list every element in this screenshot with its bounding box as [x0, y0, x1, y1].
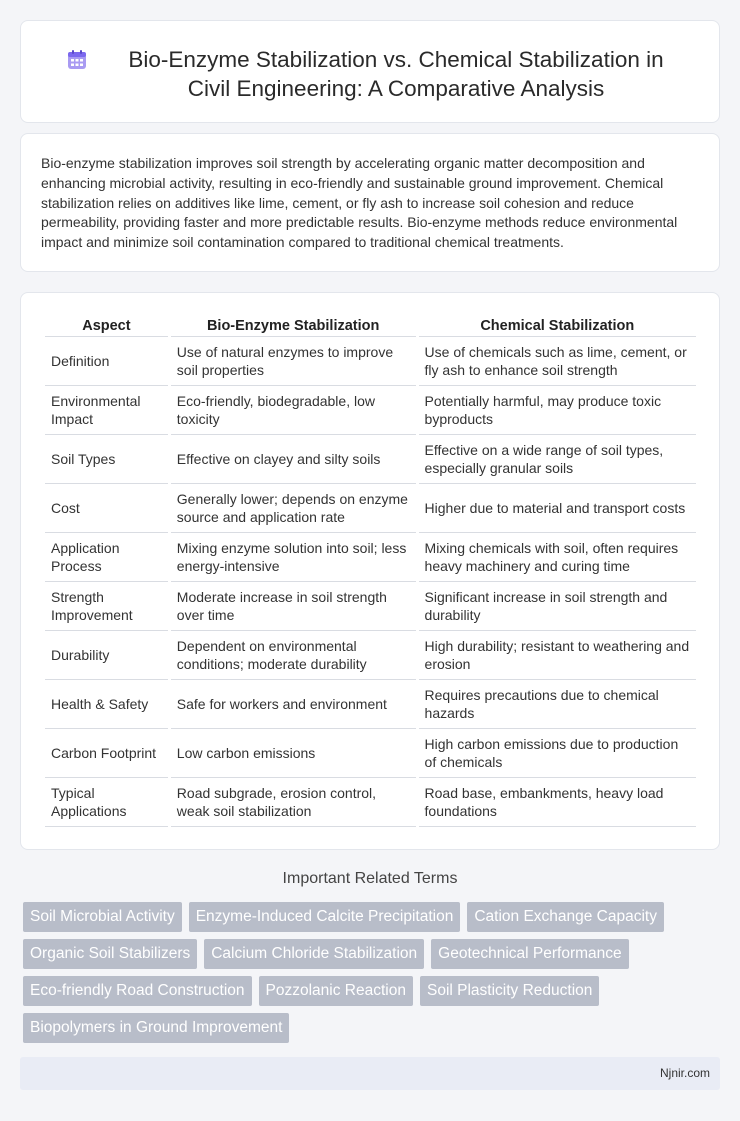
cell-chemical: Effective on a wide range of soil types, especially granular soils	[419, 435, 696, 484]
related-term-tag[interactable]: Cation Exchange Capacity	[467, 902, 664, 932]
cell-aspect: Application Process	[45, 533, 168, 582]
calendar-icon	[66, 49, 88, 71]
table-header-row	[45, 315, 696, 337]
related-term-tag[interactable]: Eco-friendly Road Construction	[23, 976, 252, 1006]
cell-bio-enzyme: Use of natural enzymes to improve soil properties	[171, 337, 416, 386]
comparison-card	[20, 292, 720, 850]
table-row	[45, 631, 696, 680]
related-term-tag[interactable]: Geotechnical Performance	[431, 939, 629, 969]
footer-site-link[interactable]: Njnir.com	[659, 1066, 710, 1080]
related-term-tag[interactable]: Soil Microbial Activity	[23, 902, 182, 932]
cell-chemical: Significant increase in soil strength and durability	[419, 582, 696, 631]
cell-aspect: Durability	[45, 631, 168, 680]
cell-aspect: Carbon Footprint	[45, 729, 168, 778]
cell-bio-enzyme: Eco-friendly, biodegradable, low toxicity	[171, 386, 416, 435]
cell-chemical: High carbon emissions due to production of chemicals	[419, 729, 696, 778]
table-row	[45, 778, 696, 827]
related-terms-list	[23, 902, 703, 1050]
cell-bio-enzyme: Mixing enzyme solution into soil; less energy-intensive	[171, 533, 416, 582]
related-term-tag[interactable]: Soil Plasticity Reduction	[420, 976, 599, 1006]
related-terms-title: Important Related Terms	[282, 870, 458, 887]
cell-aspect: Health & Safety	[45, 680, 168, 729]
intro-paragraph: Bio-enzyme stabilization improves soil strength by accelerating organic matter decomposition and enhancing microbial activity, resulting in eco-friendly and sustainable ground improvement. Chemical stabilization relies on additives like lime, cement, or fly ash to increase soil cohesion and reduce permeability, providing faster and more predictable results. Bio-enzyme methods reduce environmental impact and minimize soil contamination compared to traditional chemical treatments.	[41, 155, 678, 251]
cell-aspect: Strength Improvement	[45, 582, 168, 631]
cell-bio-enzyme: Moderate increase in soil strength over time	[171, 582, 416, 631]
header-bio-enzyme: Bio-Enzyme Stabilization	[171, 315, 416, 337]
footer	[20, 1057, 720, 1090]
cell-chemical: Mixing chemicals with soil, often requires heavy machinery and curing time	[419, 533, 696, 582]
cell-bio-enzyme: Effective on clayey and silty soils	[171, 435, 416, 484]
related-term-tag[interactable]: Enzyme-Induced Calcite Precipitation	[189, 902, 461, 932]
cell-chemical: Use of chemicals such as lime, cement, or fly ash to enhance soil strength	[419, 337, 696, 386]
table-row	[45, 582, 696, 631]
cell-bio-enzyme: Generally lower; depends on enzyme source and application rate	[171, 484, 416, 533]
related-term-tag[interactable]: Biopolymers in Ground Improvement	[23, 1013, 289, 1043]
cell-aspect: Soil Types	[45, 435, 168, 484]
comparison-table	[42, 315, 699, 827]
title-card	[20, 20, 720, 123]
cell-chemical: Requires precautions due to chemical hazards	[419, 680, 696, 729]
cell-chemical: Road base, embankments, heavy load foundations	[419, 778, 696, 827]
cell-aspect: Typical Applications	[45, 778, 168, 827]
related-term-tag[interactable]: Pozzolanic Reaction	[259, 976, 413, 1006]
cell-bio-enzyme: Low carbon emissions	[171, 729, 416, 778]
table-row	[45, 680, 696, 729]
table-row	[45, 533, 696, 582]
table-row	[45, 435, 696, 484]
cell-chemical: Potentially harmful, may produce toxic byproducts	[419, 386, 696, 435]
cell-bio-enzyme: Dependent on environmental conditions; moderate durability	[171, 631, 416, 680]
page-title: Bio-Enzyme Stabilization vs. Chemical Stabilization in Civil Engineering: A Comparative Analysis	[128, 47, 664, 101]
intro-card	[20, 133, 720, 272]
cell-chemical: Higher due to material and transport costs	[419, 484, 696, 533]
related-term-tag[interactable]: Organic Soil Stabilizers	[23, 939, 197, 969]
cell-aspect: Definition	[45, 337, 168, 386]
cell-aspect: Environmental Impact	[45, 386, 168, 435]
cell-bio-enzyme: Safe for workers and environment	[171, 680, 416, 729]
table-row	[45, 484, 696, 533]
table-row	[45, 729, 696, 778]
related-term-tag[interactable]: Calcium Chloride Stabilization	[204, 939, 424, 969]
cell-chemical: High durability; resistant to weathering and erosion	[419, 631, 696, 680]
table-row	[45, 386, 696, 435]
table-row	[45, 337, 696, 386]
cell-aspect: Cost	[45, 484, 168, 533]
header-aspect: Aspect	[45, 315, 168, 337]
cell-bio-enzyme: Road subgrade, erosion control, weak soil stabilization	[171, 778, 416, 827]
header-chemical: Chemical Stabilization	[419, 315, 696, 337]
